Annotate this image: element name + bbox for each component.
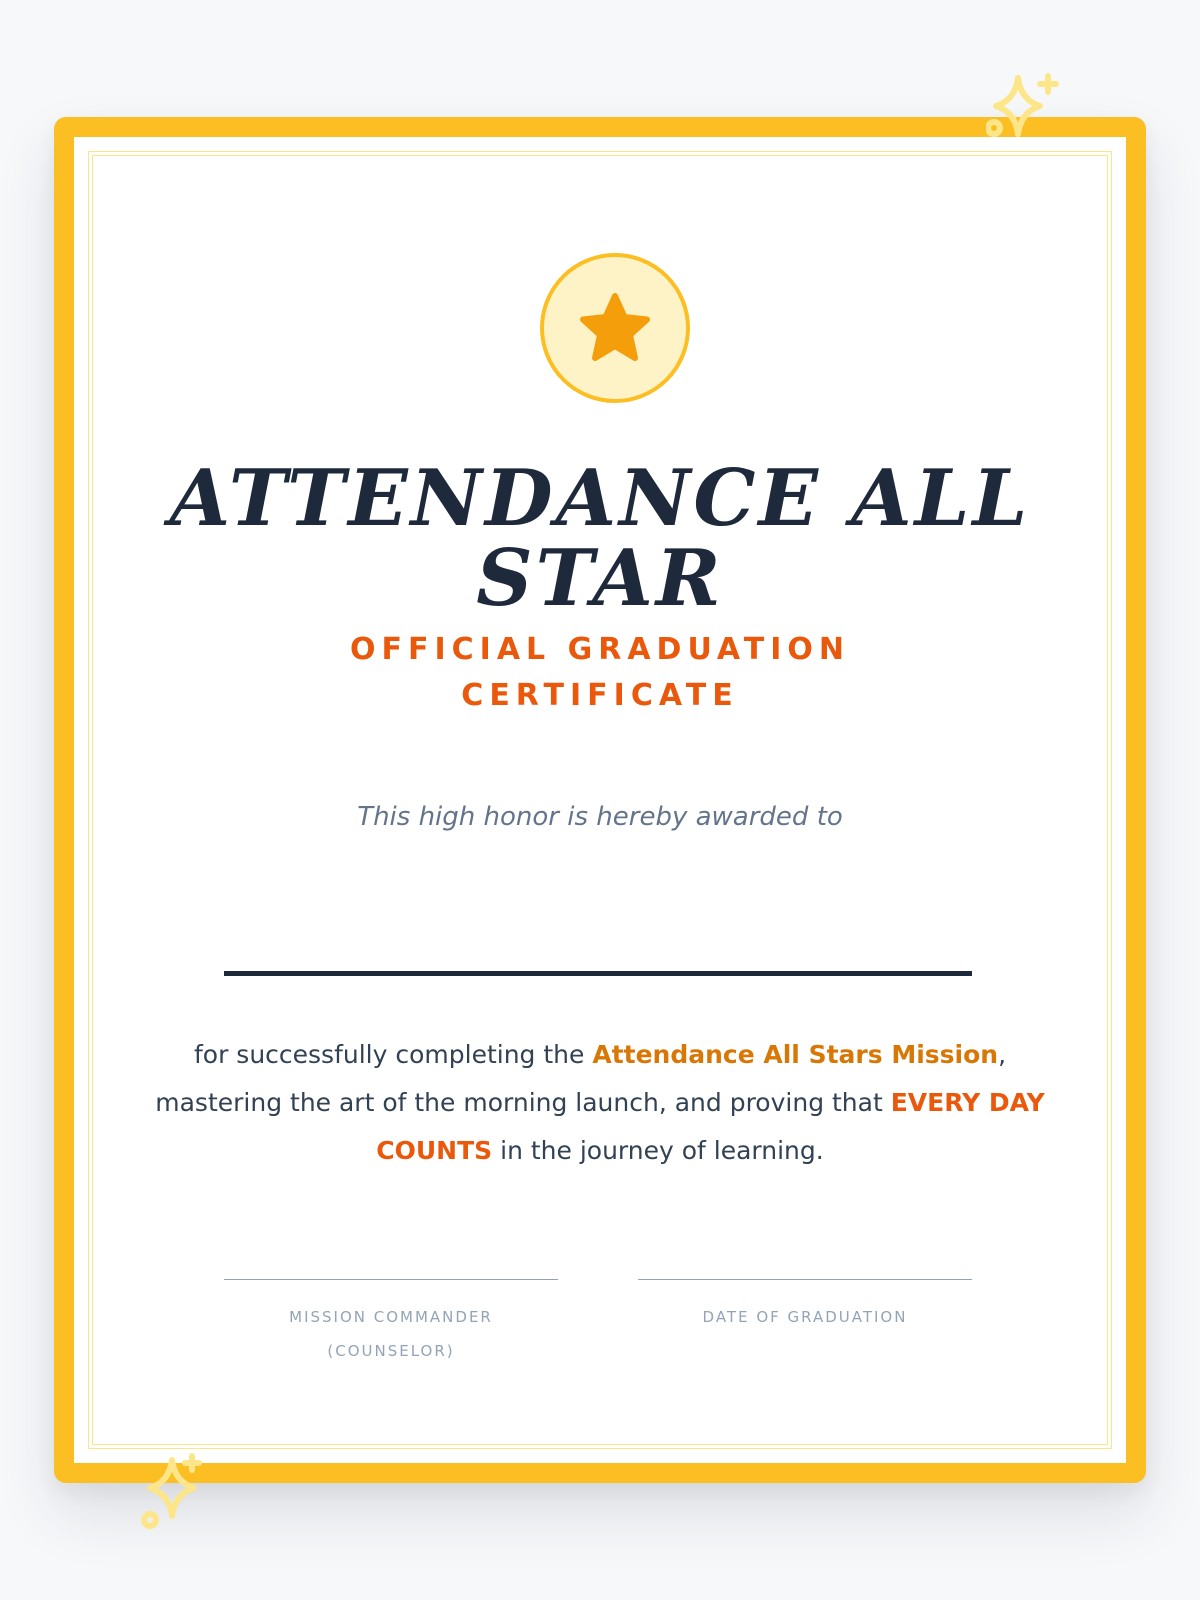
signature-block-commander — [224, 1279, 558, 1368]
signature-label-commander: MISSION COMMANDER (COUNSELOR) — [289, 1308, 493, 1360]
certificate-paper — [74, 137, 1126, 1463]
sparkle-icon — [136, 1452, 212, 1532]
star-medal — [540, 253, 690, 403]
sparkle-icon — [986, 72, 1066, 144]
every-day-counts-highlight: EVERY DAY COUNTS — [376, 1088, 1045, 1165]
star-icon — [577, 290, 653, 366]
certificate-title: ATTENDANCE ALL STAR — [169, 453, 1031, 624]
description-text: for successfully completing the — [193, 1040, 593, 1069]
signature-line — [638, 1279, 972, 1280]
signature-block-date — [638, 1279, 972, 1334]
description-text: , mastering the art of the morning launch, and proving that — [155, 1040, 1007, 1117]
certificate-frame — [54, 117, 1146, 1483]
description-text: in the journey of learning. — [492, 1136, 824, 1165]
certificate-description — [144, 1031, 1056, 1175]
mission-name: Attendance All Stars Mission — [592, 1040, 999, 1069]
signature-line — [224, 1279, 558, 1280]
award-statement: This high honor is hereby awarded to — [357, 802, 843, 832]
recipient-name-line — [224, 971, 972, 976]
signature-label-date: DATE OF GRADUATION — [702, 1308, 908, 1326]
certificate-subtitle: OFFICIAL GRADUATION CERTIFICATE — [349, 632, 850, 713]
